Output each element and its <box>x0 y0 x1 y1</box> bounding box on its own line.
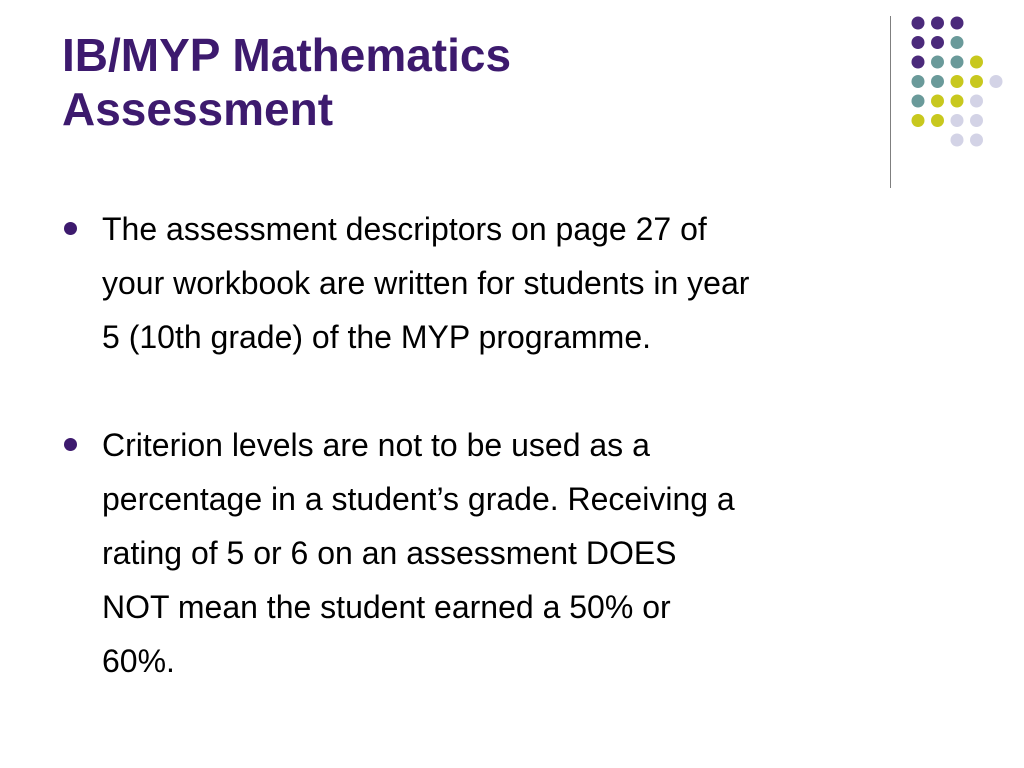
bullet-marker-icon <box>64 222 77 235</box>
decorative-dot <box>951 36 964 49</box>
decorative-dot <box>951 114 964 127</box>
decorative-dot <box>951 75 964 88</box>
bullet-text: Criterion levels are not to be used as a percentage in a student’s grade. Receiving a rating of 5 or 6 on an assessment DOES NOT mean the student earned a 50% or 60%. <box>102 427 735 679</box>
decorative-dot <box>931 114 944 127</box>
bullet-item <box>62 202 982 364</box>
decorative-dot <box>970 134 983 147</box>
decorative-dot <box>970 114 983 127</box>
decorative-dot <box>931 17 944 30</box>
decorative-dot <box>931 36 944 49</box>
bullet-text: The assessment descriptors on page 27 of your workbook are written for students in year 5 (10th grade) of the MYP programme. <box>102 211 750 355</box>
decorative-dot <box>912 56 925 69</box>
bullet-list <box>62 202 982 742</box>
decorative-dot <box>912 36 925 49</box>
decorative-dot <box>931 75 944 88</box>
decorative-dot <box>912 114 925 127</box>
decorative-dot <box>912 75 925 88</box>
decorative-dot <box>931 95 944 108</box>
decorative-dot <box>931 56 944 69</box>
decorative-dot <box>970 75 983 88</box>
decorative-dot <box>970 95 983 108</box>
bullet-marker-icon <box>64 438 77 451</box>
decorative-dot <box>912 95 925 108</box>
bullet-item <box>62 418 982 688</box>
decorative-dot <box>951 95 964 108</box>
decorative-dot <box>951 56 964 69</box>
decorative-dot <box>990 75 1003 88</box>
decorative-dot-grid <box>0 0 1024 200</box>
decorative-dot <box>951 134 964 147</box>
decorative-dot <box>912 17 925 30</box>
slide-title-line-2: Assessment <box>62 83 334 135</box>
slide-title-line-1: IB/MYP Mathematics <box>62 29 512 81</box>
decorative-dot <box>970 56 983 69</box>
decorative-dot <box>951 17 964 30</box>
